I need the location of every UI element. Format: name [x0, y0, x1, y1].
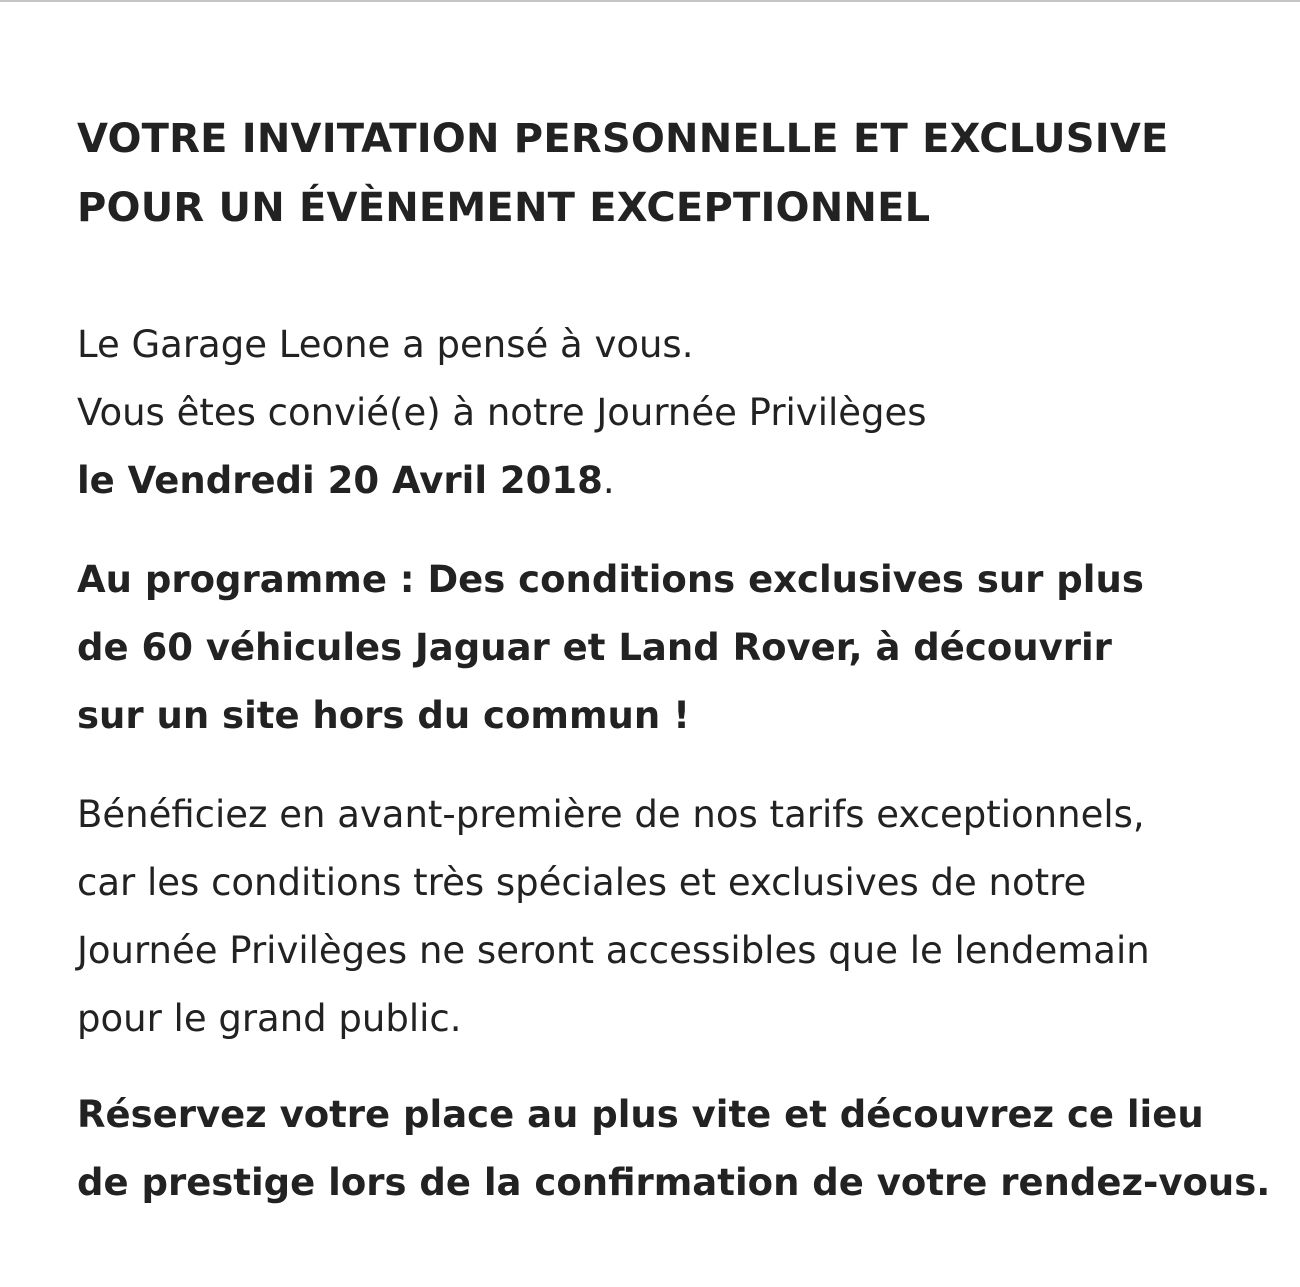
- intro-date-line: [77, 447, 927, 515]
- reserve-line-2: de prestige lors de la confirmation de votre rendez-vous.: [77, 1161, 1271, 1204]
- programme-line-1: Au programme : Des conditions exclusives sur plus: [77, 558, 1144, 601]
- programme-line-2: de 60 véhicules Jaguar et Land Rover, à découvrir: [77, 626, 1112, 669]
- benefits-paragraph: [77, 781, 1150, 1053]
- title-line-1: VOTRE INVITATION PERSONNELLE ET EXCLUSIVE: [77, 116, 1169, 162]
- reserve-paragraph: [77, 1081, 1270, 1217]
- benefits-line-3: Journée Privilèges ne seront accessibles que le lendemain: [77, 929, 1150, 972]
- title-line-2: POUR UN ÉVÈNEMENT EXCEPTIONNEL: [77, 185, 931, 231]
- invitation-title: [77, 105, 1169, 243]
- programme-paragraph: [77, 546, 1144, 750]
- event-date: le Vendredi 20 Avril 2018: [77, 459, 603, 502]
- benefits-line-4: pour le grand public.: [77, 997, 462, 1040]
- programme-line-3: sur un site hors du commun !: [77, 694, 690, 737]
- top-divider: [0, 0, 1300, 2]
- intro-line-2: Vous êtes convié(e) à notre Journée Privilèges: [77, 391, 927, 434]
- benefits-line-2: car les conditions très spéciales et exclusives de notre: [77, 861, 1087, 904]
- intro-line-1: Le Garage Leone a pensé à vous.: [77, 323, 694, 366]
- event-date-punct: .: [602, 459, 615, 502]
- benefits-line-1: Bénéficiez en avant-première de nos tarifs exceptionnels,: [77, 793, 1145, 836]
- reserve-line-1: Réservez votre place au plus vite et découvrez ce lieu: [77, 1093, 1204, 1136]
- intro-paragraph: [77, 311, 927, 515]
